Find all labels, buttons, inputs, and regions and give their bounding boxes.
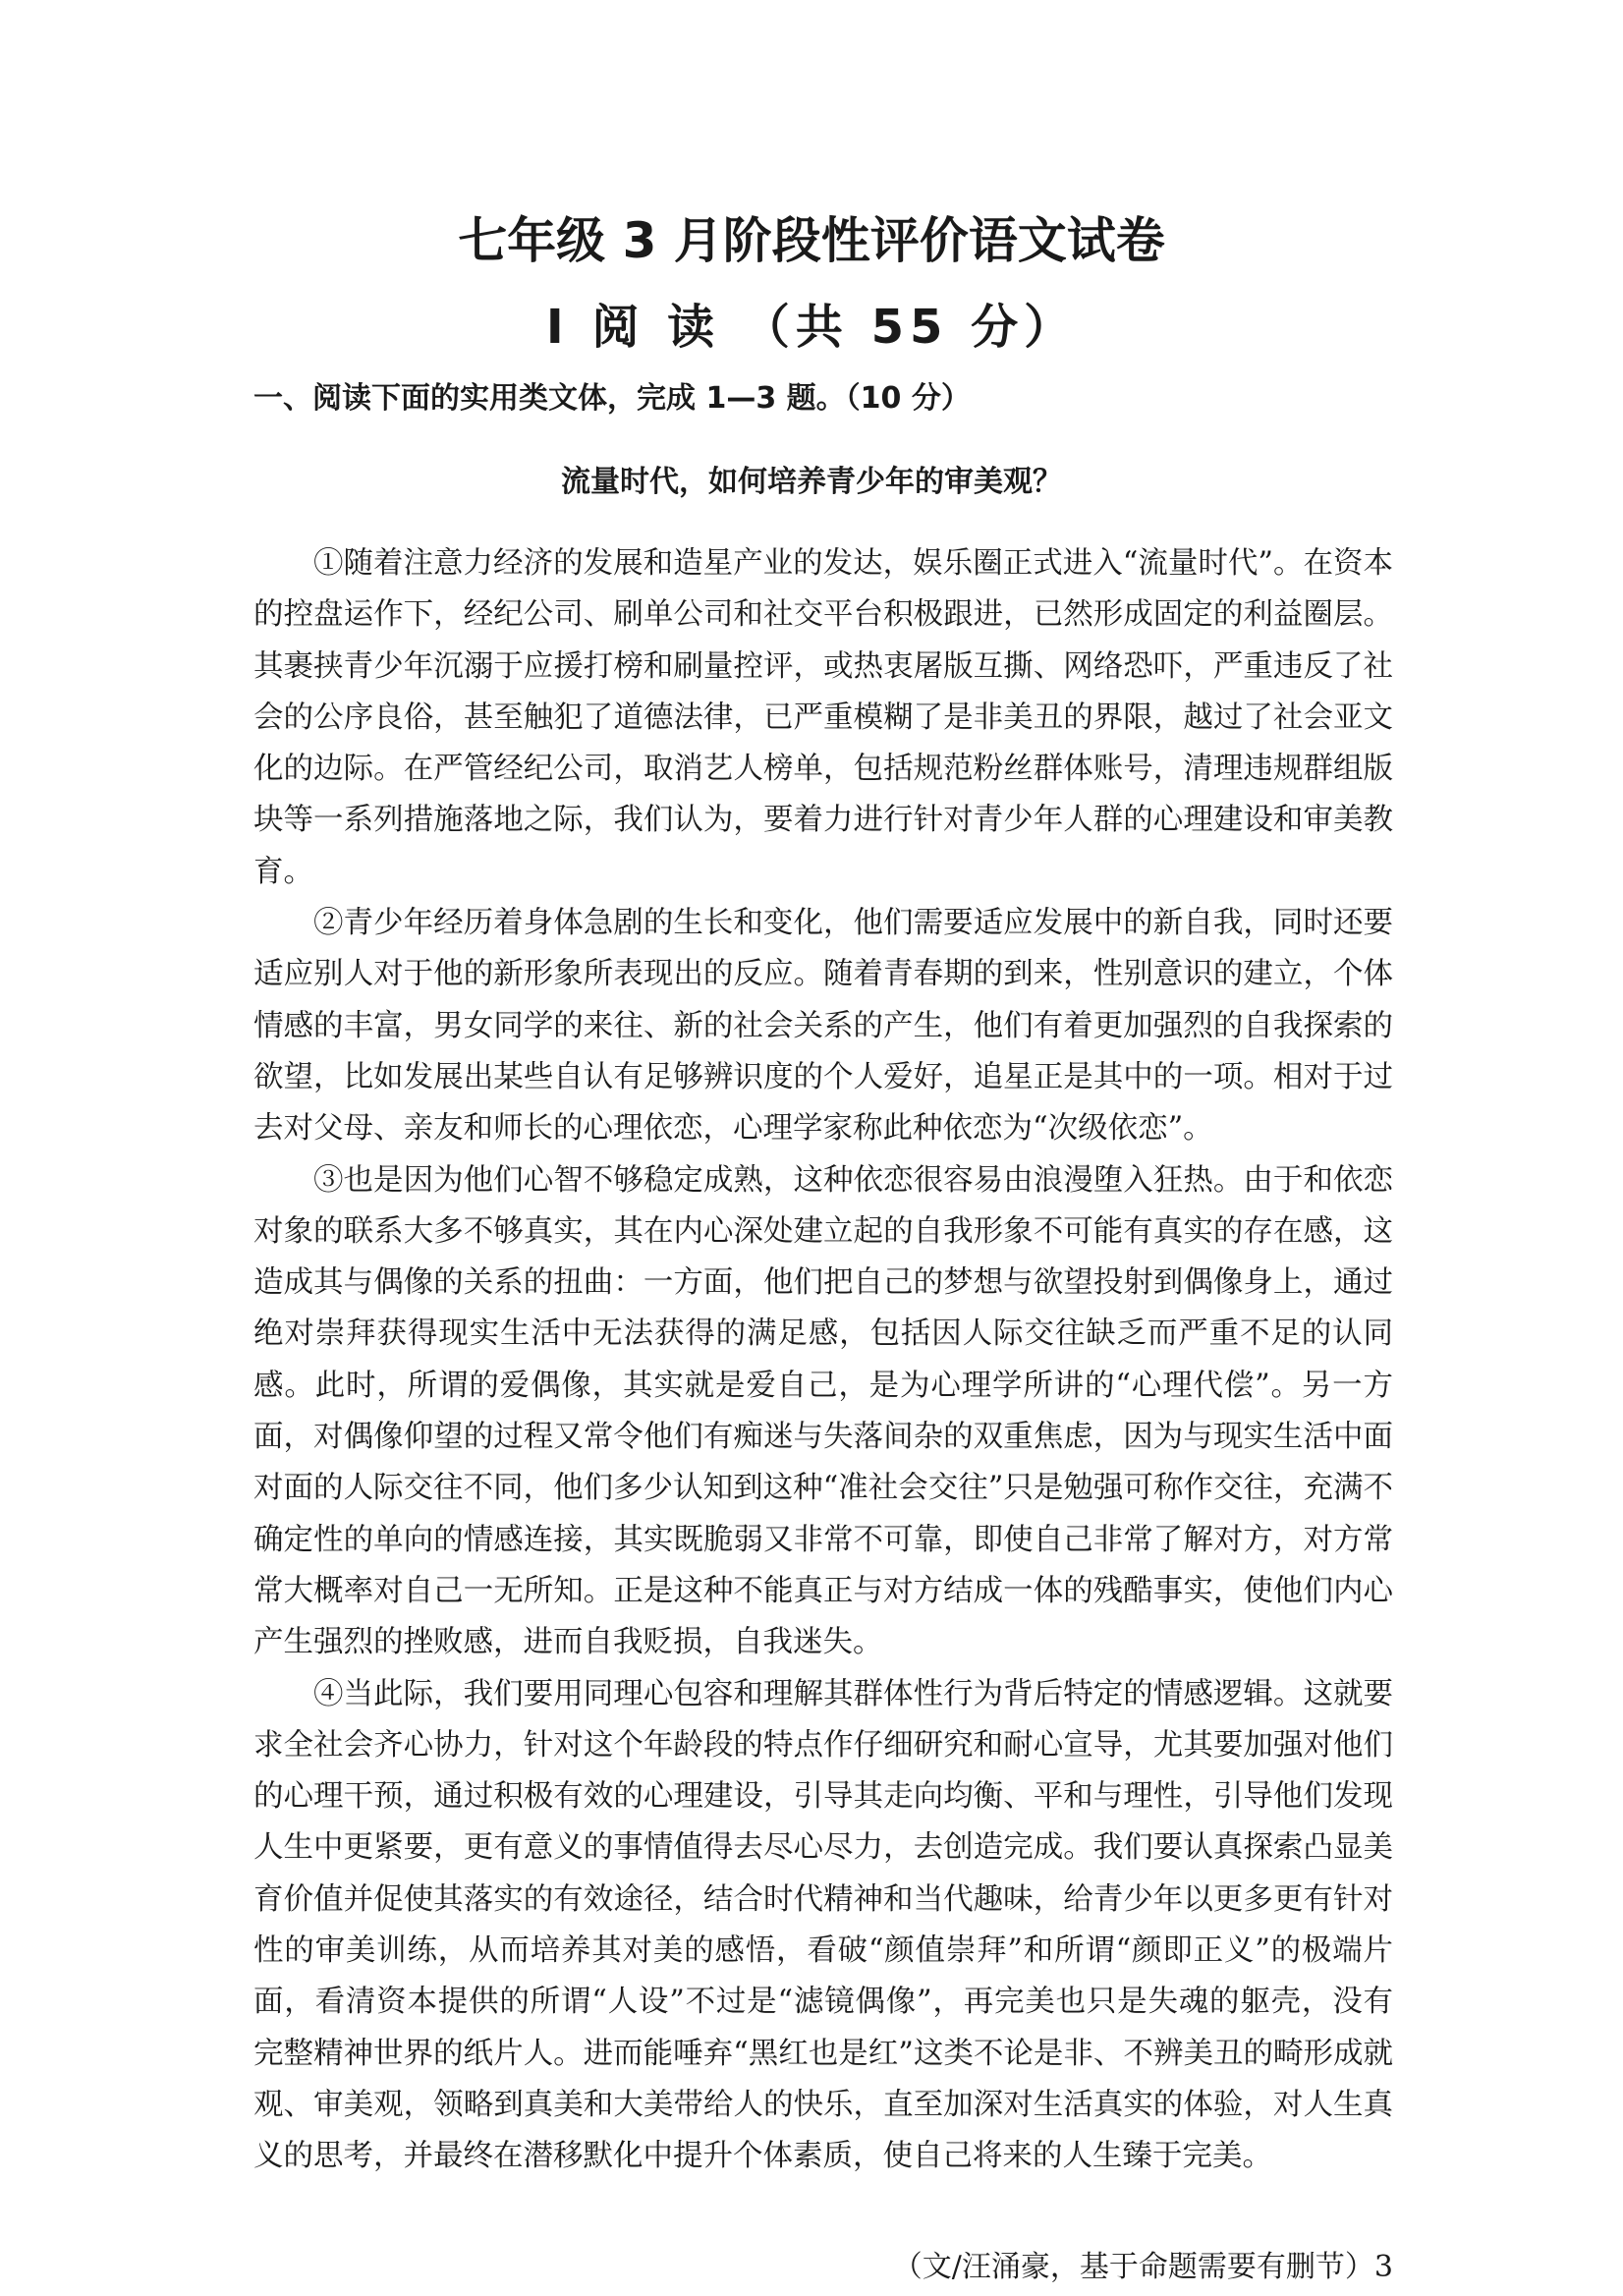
- paragraph-4: ④当此际，我们要用同理心包容和理解其群体性行为背后特定的情感逻辑。这就要求全社会齐心协力，针对这个年龄段的特点作仔细研究和耐心宣导，尤其要加强对他们的心理干预，通过积极有效的心理建设，引导其走向均衡、平和与理性，引导他们发现人生中更紧要，更有意义的事情值得去尽心尽力，去创造完成。我们要认真探索凸显美育价值并促使其落实的有效途径，结合时代精神和当代趣味，给青少年以更多更有针对性的审美训练，从而培养其对美的感悟，看破“颜值崇拜”和所谓“颜即正义”的极端片面，看清资本提供的所谓“人设”不过是“滤镜偶像”，再完美也只是失魂的躯壳，没有完整精神世界的纸片人。进而能唾弃“黑红也是红”这类不论是非、不辨美丑的畸形成就观、审美观，领略到真美和大美带给人的快乐，直至加深对生活真实的体验，对人生真义的思考，并最终在潜移默化中提升个体素质，使自己将来的人生臻于完美。: [253, 1676, 1393, 2174]
- paragraph-2: ②青少年经历着身体急剧的生长和变化，他们需要适应发展中的新自我，同时还要适应别人对于他的新形象所表现出的反应。随着青春期的到来，性别意识的建立，个体情感的丰富，男女同学的来往、新的社会关系的产生，他们有着更加强烈的自我探索的欲望，比如发展出某些自认有足够辨识度的个人爱好，追星正是其中的一项。相对于过去对父母、亲友和师长的心理依恋，心理学家称此种依恋为“次级依恋”。: [253, 906, 1393, 1147]
- article-title: 流量时代，如何培养青少年的审美观？: [561, 465, 1062, 499]
- paragraph-3: ③也是因为他们心智不够稳定成熟，这种依恋很容易由浪漫堕入狂热。由于和依恋对象的联系大多不够真实，其在内心深处建立起的自我形象不可能有真实的存在感，这造成其与偶像的关系的扭曲：一方面，他们把自己的梦想与欲望投射到偶像身上，通过绝对崇拜获得现实生活中无法获得的满足感，包括因人际交往缺乏而严重不足的认同感。此时，所谓的爱偶像，其实就是爱自己，是为心理学所讲的“心理代偿”。另一方面，对偶像仰望的过程又常令他们有痴迷与失落间杂的双重焦虑，因为与现实生活中面对面的人际交往不同，他们多少认知到这种“准社会交往”只是勉强可称作交往，充满不确定性的单向的情感连接，其实既脆弱又非常不可靠，即使自己非常了解对方，对方常常大概率对自己一无所知。正是这种不能真正与对方结成一体的残酷事实，使他们内心产生强烈的挫败感，进而自我贬损，自我迷失。: [253, 1162, 1393, 1660]
- section-heading: I 阅 读 （共 55 分）: [545, 300, 1078, 355]
- article-body: [253, 538, 1393, 2183]
- paragraph-1: ①随着注意力经济的发展和造星产业的发达，娱乐圈正式进入“流量时代”。在资本的控盘运作下，经纪公司、刷单公司和社交平台积极跟进，已然形成固定的利益圈层。其裹挟青少年沉溺于应援打榜和刷量控评，或热衷屠版互撕、网络恐吓，严重违反了社会的公序良俗，甚至触犯了道德法律，已严重模糊了是非美丑的界限，越过了社会亚文化的边际。在严管经纪公司，取消艺人榜单，包括规范粉丝群体账号，清理违规群组版块等一系列措施落地之际，我们认为，要着力进行针对青少年人群的心理建设和审美教育。: [253, 546, 1393, 889]
- question-heading: 一、阅读下面的实用类文体，完成 1—3 题。（10 分）: [253, 381, 971, 416]
- exam-title: 七年级 3 月阶段性评价语文试卷: [458, 212, 1165, 269]
- article-byline: （文/汪涌豪，基于命题需要有删节）3: [892, 2250, 1393, 2284]
